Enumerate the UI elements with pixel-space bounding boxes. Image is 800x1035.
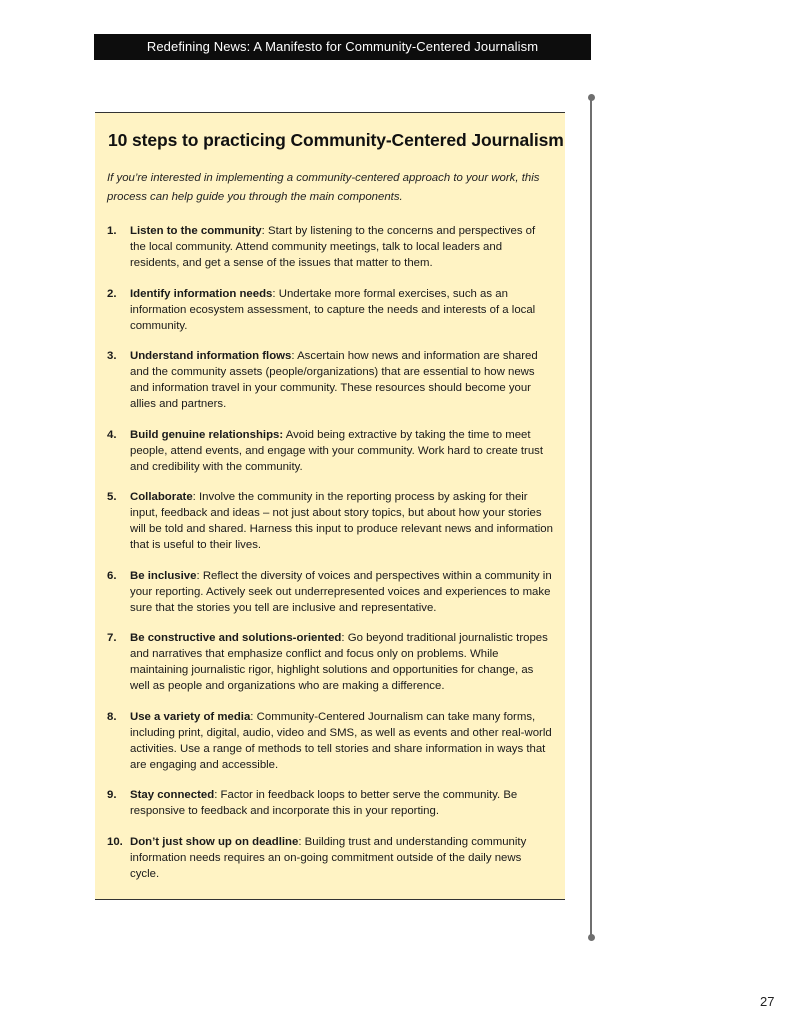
step-heading: Identify information needs <box>130 287 273 300</box>
step-heading: Collaborate <box>130 491 193 503</box>
step-body: Start by listening to the concerns and perspectives of the local community. Attend community meetings, talk to local leaders and residents, and get a sense of the issues that matter to them. <box>130 225 536 269</box>
list-item <box>107 286 553 334</box>
step-body: Undertake more formal exercises, such as an information ecosystem assessment, to capture the needs and interests of a local community. <box>130 287 536 332</box>
step-heading: Stay connected <box>130 789 215 801</box>
list-item <box>107 568 553 616</box>
step-separator: : <box>196 569 203 582</box>
step-body: Avoid being extractive by taking the time to meet people, attend events, and engage with your community. Work hard to create trust and credibility with the community. <box>130 428 544 473</box>
step-number: 9. <box>107 789 117 801</box>
step-separator: : <box>192 491 200 503</box>
step-separator: : <box>214 789 221 801</box>
step-number: 4. <box>107 428 117 441</box>
list-item <box>107 427 553 475</box>
step-number: 8. <box>107 710 117 723</box>
step-heading: Don’t just show up on deadline <box>130 835 299 848</box>
step-separator: : <box>272 287 279 300</box>
step-separator: : <box>341 632 348 644</box>
sidebar-box <box>95 112 565 900</box>
step-number: 2. <box>107 287 117 300</box>
list-item <box>107 787 553 819</box>
box-title: 10 steps to practicing Community-Centered Journalism <box>108 130 564 150</box>
step-body: Involve the community in the reporting process by asking for their input, feedback and ideas – not just about story topics, but about how your stories will be told and shared. Harness this input to produce relevant news and information that is useful to their lives. <box>130 491 553 551</box>
list-item <box>107 489 553 553</box>
list-item <box>107 834 553 882</box>
step-heading: Listen to the community <box>130 225 262 237</box>
step-separator: : <box>291 350 298 362</box>
step-number: 1. <box>107 225 117 237</box>
step-separator: : <box>250 710 257 723</box>
page-number: 27 <box>760 994 775 1009</box>
steps-list <box>107 223 553 896</box>
step-body: Ascertain how news and information are shared and the community assets (people/organizations) that are essential to how news and information travel in your community. These resources should become your allies and partners. <box>130 350 538 410</box>
running-header: Redefining News: A Manifesto for Community-Centered Journalism <box>94 34 591 60</box>
step-separator: : <box>298 835 305 848</box>
step-heading: Be inclusive <box>130 569 197 582</box>
step-heading: Understand information flows <box>130 350 292 362</box>
step-body: Go beyond traditional journalistic tropes and narratives that emphasize conflict and focus only on problems. While maintaining journalistic rigor, highlight solutions and opportunities for change, as well as people and organizations who are making a difference. <box>130 632 548 692</box>
list-item <box>107 630 553 694</box>
step-heading: Be constructive and solutions-oriented <box>130 632 342 644</box>
box-intro: If you’re interested in implementing a community-centered approach to your work, this process can help guide you through the main components. <box>107 172 540 203</box>
step-number: 6. <box>107 569 117 582</box>
step-body: Factor in feedback loops to better serve the community. Be responsive to feedback and incorporate this in your reporting. <box>130 789 518 817</box>
step-separator: : <box>261 225 268 237</box>
step-heading: Use a variety of media <box>130 710 251 723</box>
vertical-rule <box>590 97 592 939</box>
step-number: 10. <box>107 835 123 848</box>
step-heading: Build genuine relationships: <box>130 428 284 441</box>
step-body: Building trust and understanding community information needs requires an on-going commitment outside of the daily news cycle. <box>130 835 527 880</box>
step-number: 5. <box>107 491 117 503</box>
step-body: Reflect the diversity of voices and perspectives within a community in your reporting. Actively seek out underrepresented voices and experiences to make sure that the stories you tell are inclusive and representative. <box>130 569 552 614</box>
step-number: 3. <box>107 350 117 362</box>
step-number: 7. <box>107 632 117 644</box>
list-item <box>107 223 553 271</box>
list-item <box>107 348 553 412</box>
rule-endpoint-bottom <box>588 934 595 941</box>
step-body: Community-Centered Journalism can take many forms, including print, digital, audio, video and SMS, as well as events and other real-world activities. Use a range of methods to tell stories and share information in ways that are engaging and accessible. <box>130 710 552 771</box>
list-item <box>107 709 553 773</box>
